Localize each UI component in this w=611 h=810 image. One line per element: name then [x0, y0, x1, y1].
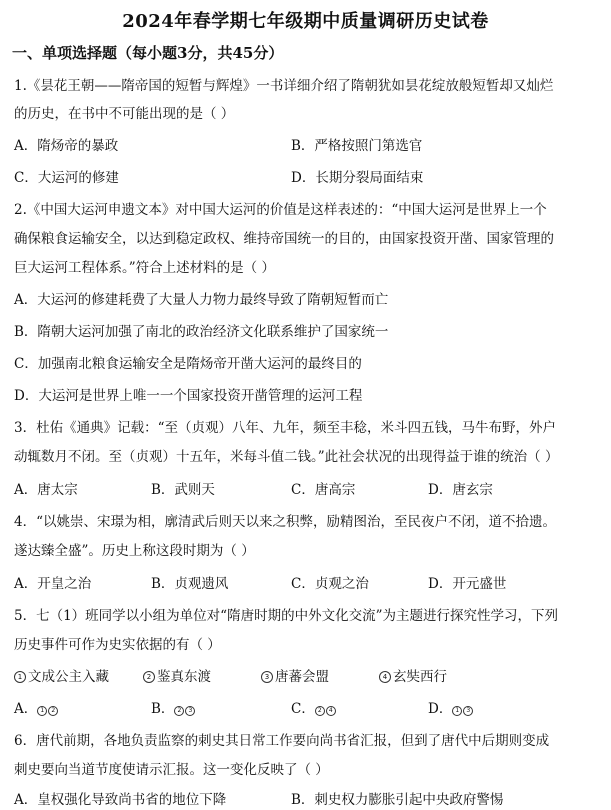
q4-option-d: D．开元盛世 — [428, 576, 507, 592]
q1-stem-line: 1.《昙花王朝——隋帝国的短暂与辉煌》一书详细介绍了隋朝犹如昙花绽放般短暂却又灿烂 — [14, 78, 554, 94]
q6-stem-line: 6．唐代前期，各地负责监察的刺史其日常工作要向尚书省汇报，但到了唐代中后期则变成 — [14, 733, 550, 749]
q1-stem-line: 的历史，在书中不可能出现的是（ ） — [14, 106, 235, 122]
circled-number: 3 — [261, 671, 273, 683]
q5-event-text: 唐蕃会盟 — [275, 669, 329, 685]
q3-stem-line: 动辄数月不闭。至（贞观）十五年，米每斗值二钱。”此社会状况的出现得益于谁的统治（ ） — [14, 449, 559, 465]
circled-number: 1 — [14, 671, 26, 683]
q2-option-b: B．隋朝大运河加强了南北的政治经济文化联系维护了国家统一 — [14, 324, 389, 340]
q3-option-b: B．武则天 — [151, 482, 215, 498]
q2-option-d: D．大运河是世界上唯一一个国家投资开凿管理的运河工程 — [14, 388, 363, 404]
circled-number: 4 — [326, 706, 336, 716]
q5-event-item — [143, 668, 211, 686]
q5-event-item — [14, 668, 109, 686]
q3-stem-line: 3．杜佑《通典》记载：“至（贞观）八年、九年，频至丰稔，米斗四五钱，马牛布野，外户 — [14, 420, 556, 436]
q1-option-c: C．大运河的修建 — [14, 170, 119, 186]
q2-option-a: A．大运河的修建耗费了大量人力物力最终导致了隋朝短暂而亡 — [14, 292, 389, 308]
q1-option-b: B．严格按照门第选官 — [291, 138, 423, 154]
q2-stem-line: 确保粮食运输安全，以达到稳定政权、维持帝国统一的目的，由国家投资开凿、国家管理的 — [14, 231, 554, 247]
circled-number: 2 — [48, 706, 58, 716]
q5-event-text: 鉴真东渡 — [157, 669, 211, 685]
circled-number: 1 — [452, 706, 462, 716]
exam-title: 2024年春学期七年级期中质量调研历史试卷 — [122, 11, 489, 32]
q6-option-b: B．刺史权力膨胀引起中央政府警惕 — [291, 792, 504, 808]
q1-option-d: D．长期分裂局面结束 — [291, 170, 424, 186]
circled-number: 3 — [185, 706, 195, 716]
q6-option-a: A．皇权强化导致尚书省的地位下降 — [14, 792, 227, 808]
circled-number: 3 — [463, 706, 473, 716]
q1-option-a: A．隋炀帝的暴政 — [14, 138, 119, 154]
q4-option-c: C．贞观之治 — [291, 576, 369, 592]
q4-option-b: B．贞观遗风 — [151, 576, 229, 592]
circled-number: 1 — [37, 706, 47, 716]
q4-stem-line: 4．“以姚崇、宋璟为相，廓清武后则天以来之积弊，励精图治，至民夜户不闭，道不拾遗。 — [14, 514, 556, 530]
section-heading: 一、单项选择题（每小题3分，共45分） — [12, 44, 284, 62]
q5-event-text: 玄奘西行 — [393, 669, 447, 685]
q6-stem-line: 刺史要向当道节度使请示汇报。这一变化反映了（ ） — [14, 762, 329, 778]
circled-number: 2 — [143, 671, 155, 683]
q2-stem-line: 巨大运河工程体系。”符合上述材料的是（ ） — [14, 260, 275, 276]
option-letter: B． — [151, 701, 175, 717]
q5-event-item — [261, 668, 329, 686]
q3-option-c: C．唐高宗 — [291, 482, 356, 498]
q5-event-text: 文成公主入藏 — [28, 669, 109, 685]
q3-option-a: A．唐太宗 — [14, 482, 78, 498]
q5-stem-line: 5．七（1）班同学以小组为单位对“隋唐时期的中外文化交流”为主题进行探究性学习，下列 — [14, 608, 558, 624]
circled-number: 4 — [379, 671, 391, 683]
q5-option-d — [428, 700, 474, 718]
q5-option-b — [151, 700, 196, 718]
q2-stem-line: 2.《中国大运河申遗文本》对中国大运河的价值是这样表述的：“中国大运河是世界上一个 — [14, 202, 547, 218]
circled-number: 2 — [315, 706, 325, 716]
option-letter: D． — [428, 701, 453, 717]
option-letter: C． — [291, 701, 315, 717]
q2-option-c: C．加强南北粮食运输安全是隋炀帝开凿大运河的最终目的 — [14, 356, 362, 372]
circled-number: 2 — [174, 706, 184, 716]
option-letter: A． — [14, 701, 38, 717]
q5-option-c — [291, 700, 337, 718]
q4-option-a: A．开皇之治 — [14, 576, 92, 592]
q5-option-a — [14, 700, 59, 718]
q5-stem-line: 历史事件可作为史实依据的有（ ） — [14, 637, 221, 653]
q4-stem-line: 遂达臻全盛”。历史上称这段时期为（ ） — [14, 543, 255, 559]
q3-option-d: D．唐玄宗 — [428, 482, 493, 498]
q5-event-item — [379, 668, 447, 686]
